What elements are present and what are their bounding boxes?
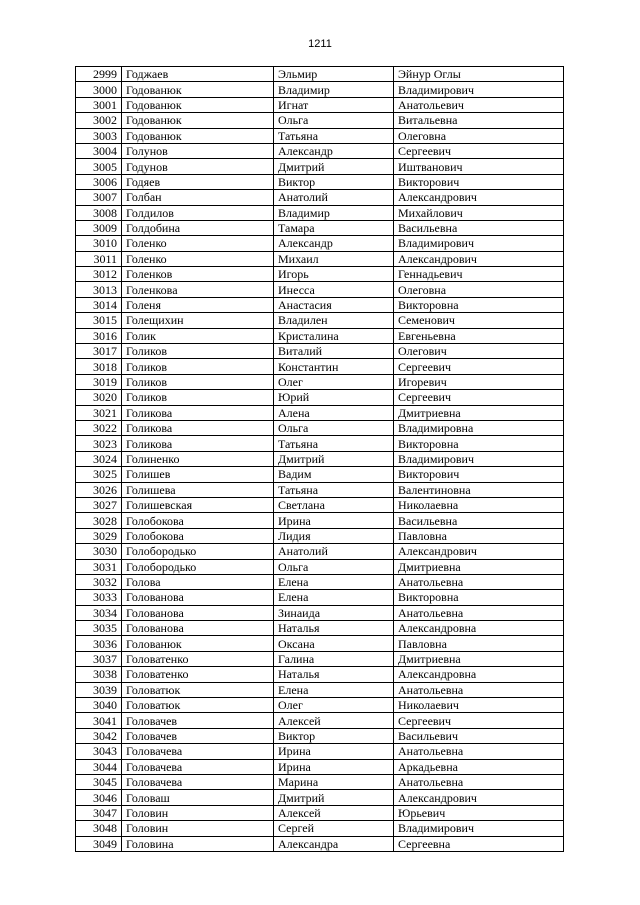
row-number-cell: 3025: [76, 467, 122, 482]
first-name-cell: Анатолий: [274, 544, 394, 559]
table-row: [76, 667, 564, 682]
surname-cell: Голенко: [122, 251, 274, 266]
table-row: [76, 790, 564, 805]
patronymic-cell: Семенович: [394, 313, 564, 328]
patronymic-cell: Владимирович: [394, 821, 564, 836]
first-name-cell: Виктор: [274, 174, 394, 189]
patronymic-cell: Дмитриевна: [394, 559, 564, 574]
table-row: [76, 759, 564, 774]
table-row: [76, 236, 564, 251]
first-name-cell: Владилен: [274, 313, 394, 328]
row-number-cell: 3034: [76, 605, 122, 620]
row-number-cell: 3047: [76, 805, 122, 820]
row-number-cell: 3023: [76, 436, 122, 451]
patronymic-cell: Дмитриевна: [394, 405, 564, 420]
row-number-cell: 3000: [76, 82, 122, 97]
surname-cell: Голованова: [122, 590, 274, 605]
first-name-cell: Ирина: [274, 744, 394, 759]
table-row: [76, 497, 564, 512]
row-number-cell: 3008: [76, 205, 122, 220]
first-name-cell: Татьяна: [274, 482, 394, 497]
first-name-cell: Олег: [274, 698, 394, 713]
row-number-cell: 3035: [76, 621, 122, 636]
table-row: [76, 621, 564, 636]
surname-cell: Голенкова: [122, 282, 274, 297]
first-name-cell: Ольга: [274, 113, 394, 128]
table-row: [76, 651, 564, 666]
surname-cell: Голованова: [122, 621, 274, 636]
first-name-cell: Оксана: [274, 636, 394, 651]
surname-cell: Голиков: [122, 374, 274, 389]
row-number-cell: 3031: [76, 559, 122, 574]
row-number-cell: 3013: [76, 282, 122, 297]
table-row: [76, 359, 564, 374]
patronymic-cell: Александрович: [394, 251, 564, 266]
table-row: [76, 590, 564, 605]
patronymic-cell: Игоревич: [394, 374, 564, 389]
patronymic-cell: Васильевич: [394, 728, 564, 743]
patronymic-cell: Анатольевна: [394, 574, 564, 589]
patronymic-cell: Сергеевич: [394, 713, 564, 728]
table-row: [76, 605, 564, 620]
row-number-cell: 3015: [76, 313, 122, 328]
patronymic-cell: Викторович: [394, 174, 564, 189]
patronymic-cell: Анатольевна: [394, 605, 564, 620]
surname-cell: Голунов: [122, 143, 274, 158]
row-number-cell: 3024: [76, 451, 122, 466]
row-number-cell: 3010: [76, 236, 122, 251]
table-body: [76, 67, 564, 852]
surname-cell: Головина: [122, 836, 274, 851]
patronymic-cell: Дмитриевна: [394, 651, 564, 666]
row-number-cell: 3046: [76, 790, 122, 805]
first-name-cell: Ирина: [274, 513, 394, 528]
row-number-cell: 3001: [76, 97, 122, 112]
patronymic-cell: Сергеевич: [394, 390, 564, 405]
row-number-cell: 3043: [76, 744, 122, 759]
row-number-cell: 3006: [76, 174, 122, 189]
first-name-cell: Александра: [274, 836, 394, 851]
patronymic-cell: Михайлович: [394, 205, 564, 220]
first-name-cell: Алексей: [274, 713, 394, 728]
table-row: [76, 728, 564, 743]
table-row: [76, 390, 564, 405]
first-name-cell: Марина: [274, 774, 394, 789]
row-number-cell: 3041: [76, 713, 122, 728]
first-name-cell: Игнат: [274, 97, 394, 112]
table-row: [76, 82, 564, 97]
patronymic-cell: Сергеевич: [394, 359, 564, 374]
row-number-cell: 3007: [76, 190, 122, 205]
first-name-cell: Анастасия: [274, 297, 394, 312]
surname-cell: Голикова: [122, 420, 274, 435]
surname-cell: Годжаев: [122, 67, 274, 82]
surname-cell: Головачев: [122, 728, 274, 743]
row-number-cell: 3038: [76, 667, 122, 682]
table-row: [76, 482, 564, 497]
surname-cell: Головачев: [122, 713, 274, 728]
surname-cell: Голишев: [122, 467, 274, 482]
surname-cell: Головачева: [122, 774, 274, 789]
first-name-cell: Олег: [274, 374, 394, 389]
table-row: [76, 713, 564, 728]
patronymic-cell: Павловна: [394, 528, 564, 543]
patronymic-cell: Павловна: [394, 636, 564, 651]
row-number-cell: 2999: [76, 67, 122, 82]
first-name-cell: Константин: [274, 359, 394, 374]
table-row: [76, 374, 564, 389]
first-name-cell: Наталья: [274, 621, 394, 636]
row-number-cell: 3028: [76, 513, 122, 528]
surname-cell: Голдилов: [122, 205, 274, 220]
row-number-cell: 3044: [76, 759, 122, 774]
first-name-cell: Наталья: [274, 667, 394, 682]
first-name-cell: Дмитрий: [274, 159, 394, 174]
table-row: [76, 97, 564, 112]
patronymic-cell: Викторовна: [394, 590, 564, 605]
patronymic-cell: Николаевна: [394, 497, 564, 512]
surname-cell: Голик: [122, 328, 274, 343]
row-number-cell: 3003: [76, 128, 122, 143]
surname-cell: Голобокова: [122, 528, 274, 543]
first-name-cell: Татьяна: [274, 436, 394, 451]
first-name-cell: Александр: [274, 236, 394, 251]
surname-cell: Голобородько: [122, 544, 274, 559]
first-name-cell: Владимир: [274, 205, 394, 220]
surname-cell: Голбан: [122, 190, 274, 205]
row-number-cell: 3045: [76, 774, 122, 789]
surname-cell: Голова: [122, 574, 274, 589]
surname-cell: Голикова: [122, 405, 274, 420]
first-name-cell: Сергей: [274, 821, 394, 836]
patronymic-cell: Викторовна: [394, 436, 564, 451]
patronymic-cell: Александровна: [394, 621, 564, 636]
table-row: [76, 528, 564, 543]
first-name-cell: Елена: [274, 590, 394, 605]
patronymic-cell: Викторовна: [394, 297, 564, 312]
surname-cell: Голиков: [122, 390, 274, 405]
patronymic-cell: Анатольевна: [394, 774, 564, 789]
table-row: [76, 344, 564, 359]
table-row: [76, 67, 564, 82]
patronymic-cell: Сергеевна: [394, 836, 564, 851]
row-number-cell: 3027: [76, 497, 122, 512]
table-row: [76, 159, 564, 174]
surname-cell: Голиненко: [122, 451, 274, 466]
patronymic-cell: Сергеевич: [394, 143, 564, 158]
table-row: [76, 328, 564, 343]
first-name-cell: Михаил: [274, 251, 394, 266]
row-number-cell: 3021: [76, 405, 122, 420]
patronymic-cell: Олеговна: [394, 282, 564, 297]
row-number-cell: 3004: [76, 143, 122, 158]
surname-cell: Голикова: [122, 436, 274, 451]
patronymic-cell: Викторович: [394, 467, 564, 482]
first-name-cell: Эльмир: [274, 67, 394, 82]
patronymic-cell: Аркадьевна: [394, 759, 564, 774]
surname-cell: Головин: [122, 805, 274, 820]
row-number-cell: 3005: [76, 159, 122, 174]
first-name-cell: Татьяна: [274, 128, 394, 143]
table-row: [76, 513, 564, 528]
first-name-cell: Вадим: [274, 467, 394, 482]
row-number-cell: 3022: [76, 420, 122, 435]
patronymic-cell: Александрович: [394, 190, 564, 205]
table-row: [76, 805, 564, 820]
row-number-cell: 3037: [76, 651, 122, 666]
table-row: [76, 190, 564, 205]
patronymic-cell: Александрович: [394, 544, 564, 559]
first-name-cell: Владимир: [274, 82, 394, 97]
table-row: [76, 574, 564, 589]
first-name-cell: Галина: [274, 651, 394, 666]
patronymic-cell: Анатольевна: [394, 682, 564, 697]
first-name-cell: Ирина: [274, 759, 394, 774]
patronymic-cell: Олегович: [394, 344, 564, 359]
row-number-cell: 3002: [76, 113, 122, 128]
table-row: [76, 467, 564, 482]
table-row: [76, 451, 564, 466]
first-name-cell: Елена: [274, 574, 394, 589]
row-number-cell: 3009: [76, 220, 122, 235]
surname-cell: Головатюк: [122, 682, 274, 697]
table-row: [76, 205, 564, 220]
surname-cell: Годованюк: [122, 82, 274, 97]
surname-cell: Годованюк: [122, 97, 274, 112]
first-name-cell: Елена: [274, 682, 394, 697]
first-name-cell: Светлана: [274, 497, 394, 512]
table-row: [76, 821, 564, 836]
first-name-cell: Ольга: [274, 420, 394, 435]
first-name-cell: Зинаида: [274, 605, 394, 620]
patronymic-cell: Анатольевич: [394, 97, 564, 112]
row-number-cell: 3040: [76, 698, 122, 713]
row-number-cell: 3039: [76, 682, 122, 697]
first-name-cell: Кристалина: [274, 328, 394, 343]
patronymic-cell: Витальевна: [394, 113, 564, 128]
row-number-cell: 3026: [76, 482, 122, 497]
first-name-cell: Алексей: [274, 805, 394, 820]
table-row: [76, 744, 564, 759]
first-name-cell: Дмитрий: [274, 451, 394, 466]
surname-cell: Голишева: [122, 482, 274, 497]
table-row: [76, 774, 564, 789]
patronymic-cell: Васильевна: [394, 220, 564, 235]
patronymic-cell: Анатольевна: [394, 744, 564, 759]
table-row: [76, 636, 564, 651]
patronymic-cell: Эйнур Оглы: [394, 67, 564, 82]
names-table: [75, 66, 564, 852]
surname-cell: Голованова: [122, 605, 274, 620]
surname-cell: Головатенко: [122, 667, 274, 682]
patronymic-cell: Олеговна: [394, 128, 564, 143]
page-number: 1211: [308, 38, 332, 50]
surname-cell: Голобокова: [122, 513, 274, 528]
row-number-cell: 3012: [76, 267, 122, 282]
table-row: [76, 559, 564, 574]
surname-cell: Головачева: [122, 744, 274, 759]
row-number-cell: 3029: [76, 528, 122, 543]
row-number-cell: 3016: [76, 328, 122, 343]
table-row: [76, 682, 564, 697]
table-row: [76, 128, 564, 143]
surname-cell: Годунов: [122, 159, 274, 174]
row-number-cell: 3036: [76, 636, 122, 651]
surname-cell: Голобородько: [122, 559, 274, 574]
table-row: [76, 251, 564, 266]
surname-cell: Головаш: [122, 790, 274, 805]
row-number-cell: 3032: [76, 574, 122, 589]
row-number-cell: 3048: [76, 821, 122, 836]
table-row: [76, 220, 564, 235]
table-row: [76, 143, 564, 158]
row-number-cell: 3017: [76, 344, 122, 359]
surname-cell: Головин: [122, 821, 274, 836]
row-number-cell: 3049: [76, 836, 122, 851]
patronymic-cell: Геннадьевич: [394, 267, 564, 282]
patronymic-cell: Александрович: [394, 790, 564, 805]
surname-cell: Голованюк: [122, 636, 274, 651]
surname-cell: Головатенко: [122, 651, 274, 666]
row-number-cell: 3018: [76, 359, 122, 374]
row-number-cell: 3011: [76, 251, 122, 266]
surname-cell: Голиков: [122, 359, 274, 374]
surname-cell: Голдобина: [122, 220, 274, 235]
surname-cell: Голещихин: [122, 313, 274, 328]
surname-cell: Голенко: [122, 236, 274, 251]
patronymic-cell: Владимирович: [394, 236, 564, 251]
surname-cell: Голиков: [122, 344, 274, 359]
first-name-cell: Инесса: [274, 282, 394, 297]
surname-cell: Головатюк: [122, 698, 274, 713]
patronymic-cell: Александровна: [394, 667, 564, 682]
first-name-cell: Юрий: [274, 390, 394, 405]
surname-cell: Голенков: [122, 267, 274, 282]
first-name-cell: Виталий: [274, 344, 394, 359]
row-number-cell: 3014: [76, 297, 122, 312]
table-row: [76, 313, 564, 328]
table-row: [76, 297, 564, 312]
table-row: [76, 544, 564, 559]
row-number-cell: 3019: [76, 374, 122, 389]
table-row: [76, 267, 564, 282]
patronymic-cell: Владимировна: [394, 420, 564, 435]
surname-cell: Годяев: [122, 174, 274, 189]
surname-cell: Годованюк: [122, 113, 274, 128]
table-row: [76, 420, 564, 435]
patronymic-cell: Владимирович: [394, 451, 564, 466]
first-name-cell: Тамара: [274, 220, 394, 235]
surname-cell: Голишевская: [122, 497, 274, 512]
table-row: [76, 405, 564, 420]
row-number-cell: 3030: [76, 544, 122, 559]
patronymic-cell: Васильевна: [394, 513, 564, 528]
first-name-cell: Игорь: [274, 267, 394, 282]
table-row: [76, 282, 564, 297]
surname-cell: Годованюк: [122, 128, 274, 143]
surname-cell: Голеня: [122, 297, 274, 312]
first-name-cell: Лидия: [274, 528, 394, 543]
row-number-cell: 3020: [76, 390, 122, 405]
first-name-cell: Алена: [274, 405, 394, 420]
patronymic-cell: Владимирович: [394, 82, 564, 97]
table-row: [76, 113, 564, 128]
first-name-cell: Александр: [274, 143, 394, 158]
first-name-cell: Ольга: [274, 559, 394, 574]
first-name-cell: Анатолий: [274, 190, 394, 205]
patronymic-cell: Евгеньевна: [394, 328, 564, 343]
table-row: [76, 836, 564, 851]
first-name-cell: Дмитрий: [274, 790, 394, 805]
patronymic-cell: Иштванович: [394, 159, 564, 174]
patronymic-cell: Николаевич: [394, 698, 564, 713]
table-row: [76, 436, 564, 451]
table-row: [76, 698, 564, 713]
first-name-cell: Виктор: [274, 728, 394, 743]
table-row: [76, 174, 564, 189]
row-number-cell: 3042: [76, 728, 122, 743]
patronymic-cell: Юрьевич: [394, 805, 564, 820]
patronymic-cell: Валентиновна: [394, 482, 564, 497]
row-number-cell: 3033: [76, 590, 122, 605]
surname-cell: Головачева: [122, 759, 274, 774]
